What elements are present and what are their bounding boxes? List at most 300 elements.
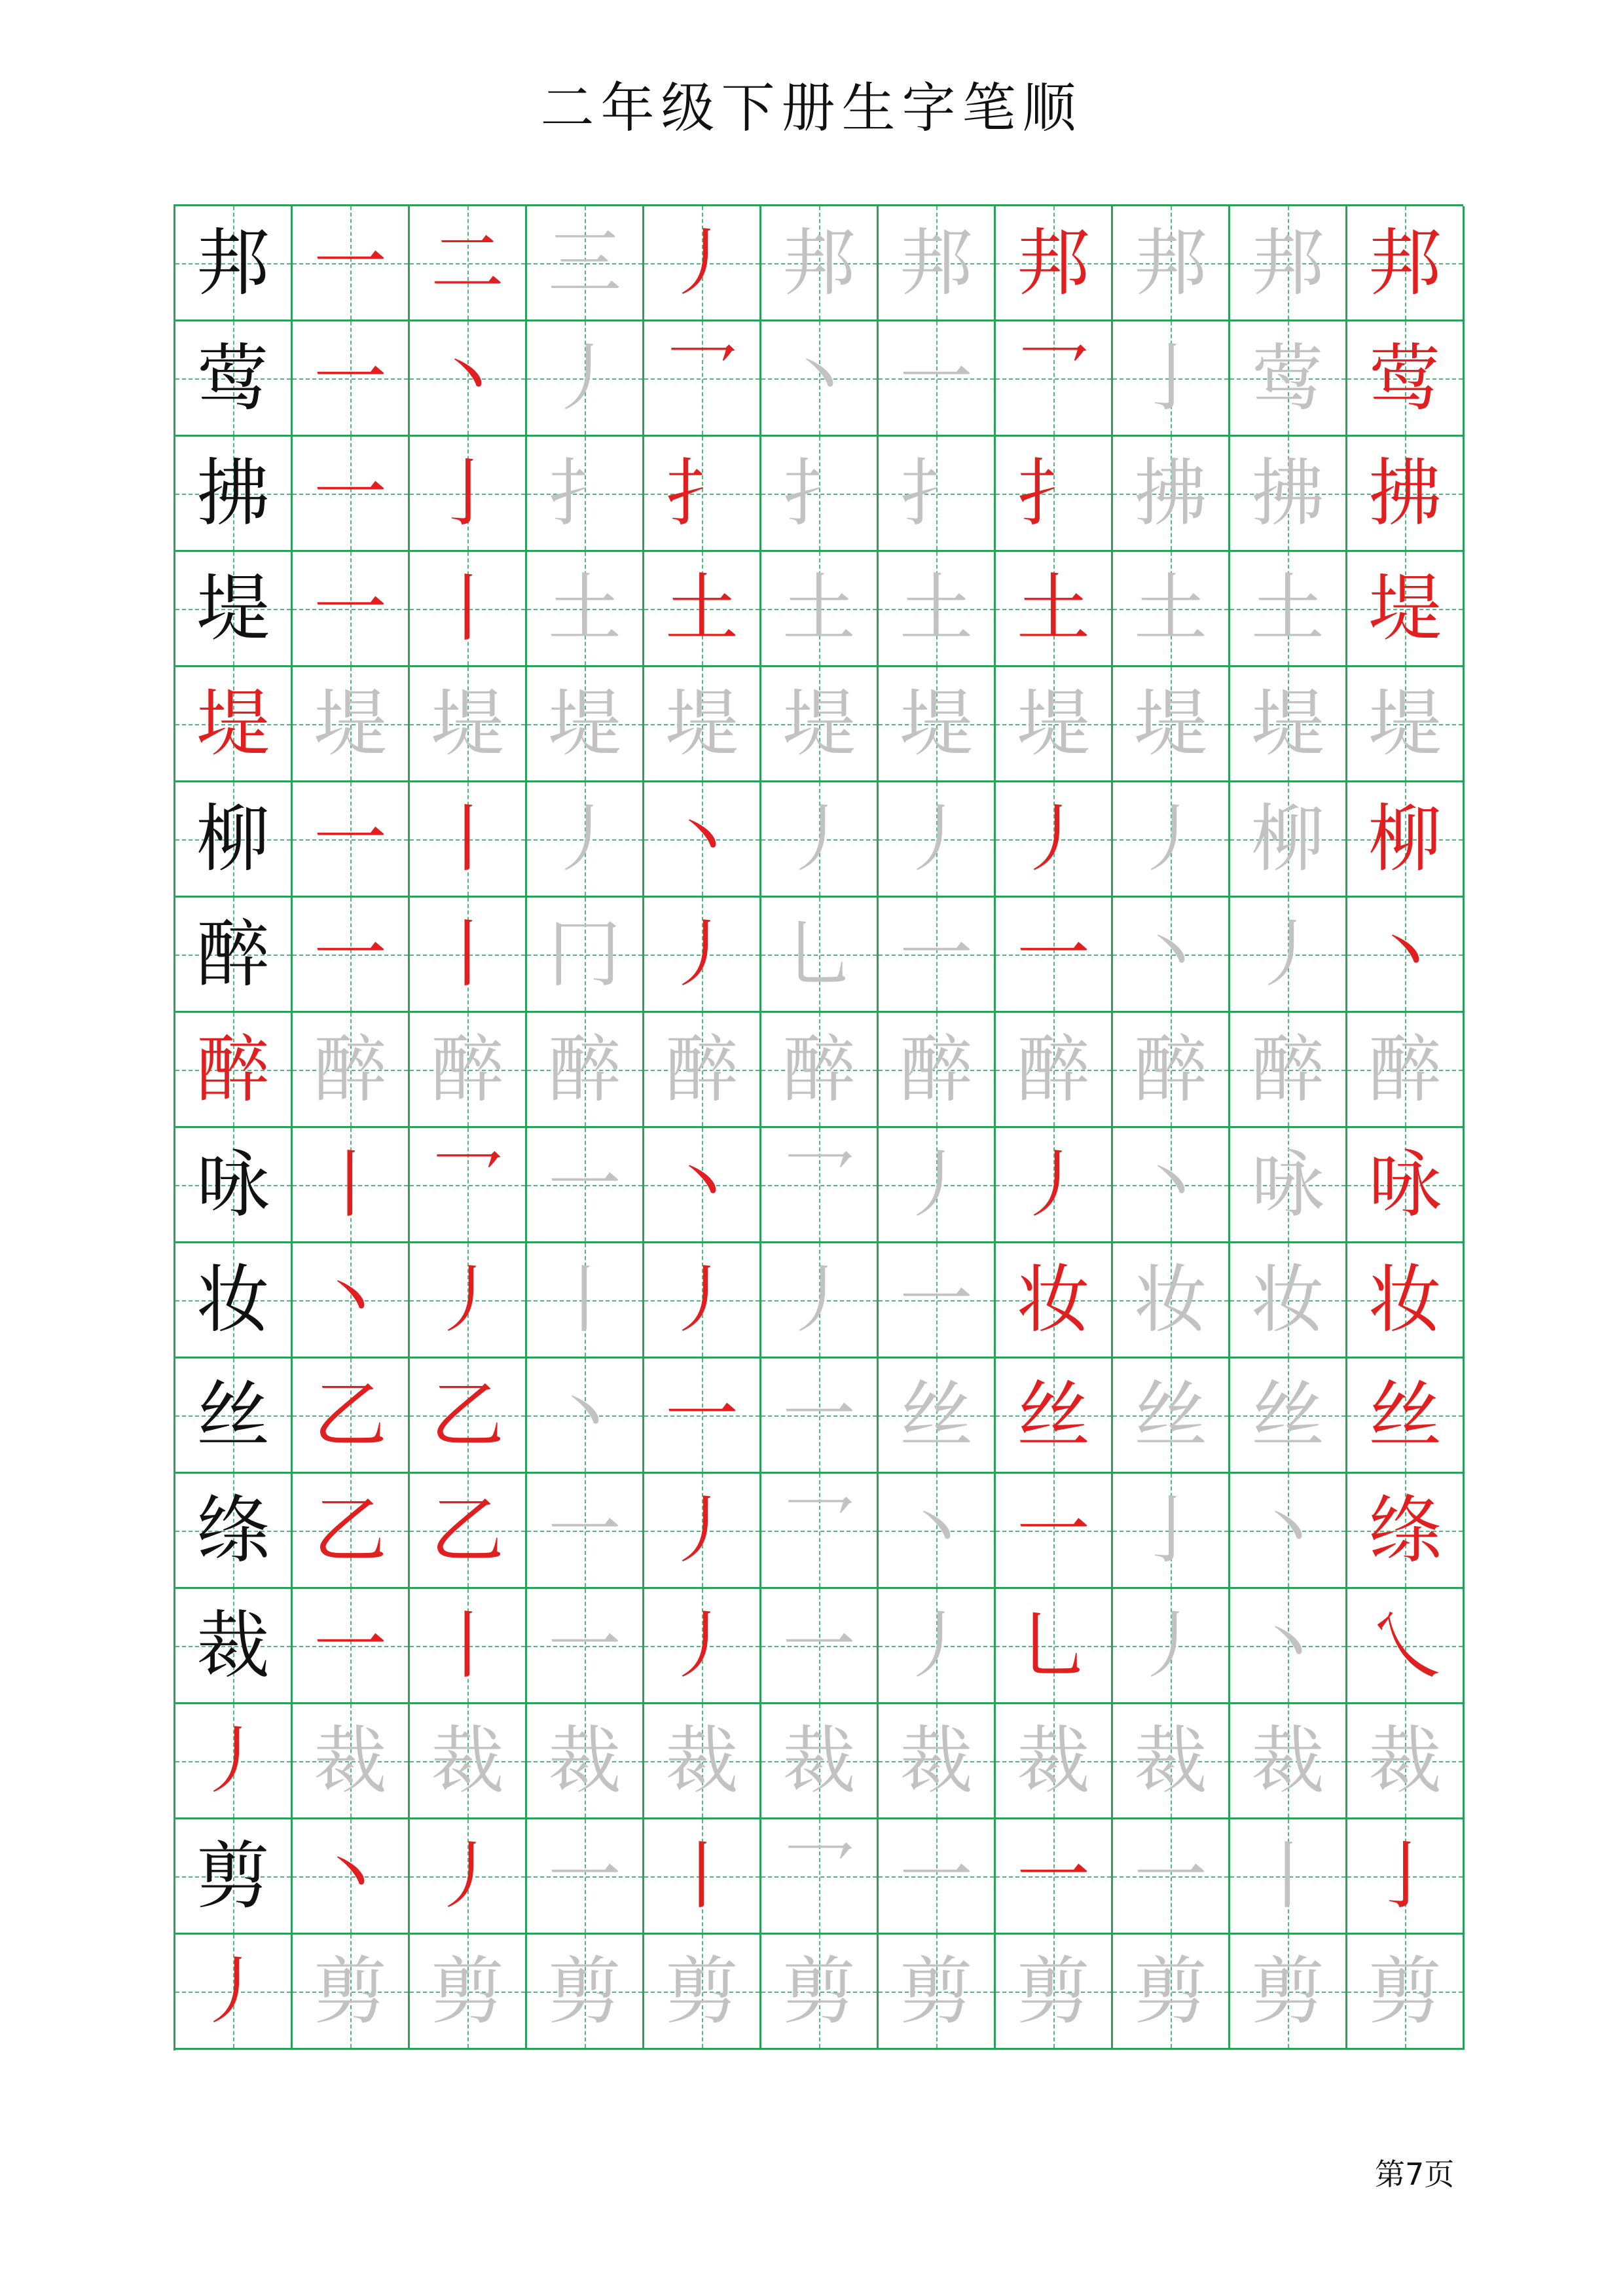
stroke-step: 土 xyxy=(548,566,621,651)
model-character: 咏 xyxy=(196,1142,270,1228)
stroke-step: 亅 xyxy=(1134,335,1207,421)
grid-cell xyxy=(1230,437,1347,552)
grid-cell xyxy=(761,1474,879,1589)
stroke-step: 丶 xyxy=(1134,1142,1207,1228)
stroke-step: 绦 xyxy=(1368,1487,1442,1573)
stroke-step: 邦 xyxy=(900,220,973,306)
stroke-step: 亅 xyxy=(1368,1833,1442,1919)
grid-cell xyxy=(644,1935,761,2050)
stroke-step: 剪 xyxy=(1134,1948,1207,2034)
grid-cell xyxy=(1113,667,1230,782)
stroke-step: 丿 xyxy=(196,1718,270,1804)
grid-cell xyxy=(644,1589,761,1704)
grid-cell xyxy=(879,898,996,1013)
grid-cell xyxy=(175,552,293,667)
grid-cell xyxy=(1113,206,1230,321)
stroke-step: 丿 xyxy=(665,911,739,997)
stroke-step: 扌 xyxy=(665,450,739,536)
grid-cell xyxy=(527,782,644,898)
stroke-step: 醉 xyxy=(431,1027,504,1112)
stroke-step: 一 xyxy=(314,1603,387,1688)
stroke-step: 拂 xyxy=(1251,450,1324,536)
grid-cell xyxy=(644,437,761,552)
grid-cell xyxy=(1347,1589,1465,1704)
grid-cell xyxy=(410,437,527,552)
grid-cell xyxy=(761,1013,879,1128)
stroke-step: 裁 xyxy=(665,1718,739,1804)
grid-cell xyxy=(996,206,1113,321)
stroke-step: 扌 xyxy=(782,450,856,536)
stroke-step: 堤 xyxy=(782,681,856,767)
stroke-step: 一 xyxy=(1017,911,1090,997)
model-character: 醉 xyxy=(196,911,270,997)
stroke-step: 丿 xyxy=(782,1257,856,1343)
grid-cell xyxy=(527,667,644,782)
stroke-step: 妆 xyxy=(1017,1257,1090,1343)
grid-cell xyxy=(527,1935,644,2050)
grid-cell xyxy=(1113,321,1230,437)
grid-cell xyxy=(996,667,1113,782)
stroke-step: 裁 xyxy=(782,1718,856,1804)
grid-cell xyxy=(996,1589,1113,1704)
grid-cell xyxy=(1230,321,1347,437)
grid-cell xyxy=(761,1589,879,1704)
grid-cell xyxy=(410,898,527,1013)
model-character: 邦 xyxy=(196,220,270,306)
grid-cell xyxy=(879,1935,996,2050)
stroke-step: 乛 xyxy=(782,1487,856,1573)
grid-cell xyxy=(410,206,527,321)
grid-cell xyxy=(996,1819,1113,1935)
stroke-step: 一 xyxy=(314,220,387,306)
grid-cell xyxy=(644,1358,761,1474)
stroke-step: 一 xyxy=(1017,1487,1090,1573)
stroke-step: 丶 xyxy=(1251,1487,1324,1573)
stroke-step: 堤 xyxy=(1134,681,1207,767)
stroke-step: 一 xyxy=(1017,1833,1090,1919)
stroke-step: 邦 xyxy=(1017,220,1090,306)
stroke-step: 乛 xyxy=(431,1142,504,1228)
grid-cell xyxy=(761,782,879,898)
stroke-step: 拂 xyxy=(1368,450,1442,536)
grid-cell xyxy=(527,437,644,552)
stroke-step: 妆 xyxy=(1368,1257,1442,1343)
stroke-step: 亅 xyxy=(431,450,504,536)
grid-cell xyxy=(293,206,410,321)
stroke-step: 丿 xyxy=(665,1487,739,1573)
grid-cell xyxy=(1113,782,1230,898)
grid-cell xyxy=(175,1589,293,1704)
grid-cell xyxy=(293,1935,410,2050)
grid-cell xyxy=(879,1358,996,1474)
stroke-step: 乚 xyxy=(1017,1603,1090,1688)
grid-cell xyxy=(1347,1704,1465,1819)
stroke-step: 剪 xyxy=(900,1948,973,2034)
grid-cell xyxy=(996,898,1113,1013)
grid-cell xyxy=(293,1243,410,1358)
grid-cell xyxy=(644,782,761,898)
stroke-step: 拂 xyxy=(1134,450,1207,536)
grid-cell xyxy=(1347,1935,1465,2050)
stroke-step: 丶 xyxy=(431,335,504,421)
grid-cell xyxy=(527,1243,644,1358)
grid-cell xyxy=(761,1935,879,2050)
stroke-step: 乛 xyxy=(782,1833,856,1919)
grid-cell xyxy=(644,1819,761,1935)
grid-cell xyxy=(527,552,644,667)
stroke-step: 丿 xyxy=(431,1257,504,1343)
stroke-step: 丶 xyxy=(1134,911,1207,997)
model-character: 妆 xyxy=(196,1257,270,1343)
stroke-step: 丿 xyxy=(548,796,621,882)
grid-cell xyxy=(761,1243,879,1358)
stroke-step: 邦 xyxy=(782,220,856,306)
grid-cell xyxy=(1230,1013,1347,1128)
grid-cell xyxy=(1113,1819,1230,1935)
stroke-step: 丶 xyxy=(782,335,856,421)
grid-cell xyxy=(175,898,293,1013)
grid-cell xyxy=(1347,1243,1465,1358)
stroke-step: 堤 xyxy=(665,681,739,767)
grid-cell xyxy=(1230,1819,1347,1935)
grid-cell xyxy=(410,667,527,782)
grid-cell xyxy=(879,667,996,782)
stroke-step: 莺 xyxy=(1368,335,1442,421)
grid-cell xyxy=(996,1704,1113,1819)
stroke-step: 丝 xyxy=(1134,1372,1207,1458)
grid-cell xyxy=(293,1128,410,1243)
stroke-step: 醉 xyxy=(1368,1027,1442,1112)
stroke-step: 一 xyxy=(665,1372,739,1458)
grid-cell xyxy=(644,321,761,437)
grid-cell xyxy=(410,1013,527,1128)
stroke-step: 丿 xyxy=(1134,796,1207,882)
stroke-step: 丨 xyxy=(665,1833,739,1919)
grid-cell xyxy=(1230,782,1347,898)
grid-cell xyxy=(879,437,996,552)
stroke-step: 剪 xyxy=(314,1948,387,2034)
stroke-step: 土 xyxy=(900,566,973,651)
stroke-step: 剪 xyxy=(548,1948,621,2034)
stroke-step: 堤 xyxy=(431,681,504,767)
grid-cell xyxy=(1347,782,1465,898)
grid-cell xyxy=(175,1474,293,1589)
stroke-step: 堤 xyxy=(314,681,387,767)
model-character: 剪 xyxy=(196,1833,270,1919)
stroke-step: 丝 xyxy=(900,1372,973,1458)
model-character: 拂 xyxy=(196,450,270,536)
grid-cell xyxy=(175,1704,293,1819)
grid-cell xyxy=(996,1128,1113,1243)
stroke-step: 丿 xyxy=(1134,1603,1207,1688)
grid-cell xyxy=(879,1128,996,1243)
stroke-step: 丿 xyxy=(431,1833,504,1919)
grid-cell xyxy=(527,1819,644,1935)
grid-cell xyxy=(879,1243,996,1358)
grid-cell xyxy=(644,1704,761,1819)
stroke-step: 扌 xyxy=(1017,450,1090,536)
stroke-step: 土 xyxy=(1017,566,1090,651)
grid-cell xyxy=(996,552,1113,667)
grid-cell xyxy=(1230,1358,1347,1474)
stroke-step: 一 xyxy=(314,335,387,421)
stroke-step: 醉 xyxy=(782,1027,856,1112)
grid-cell xyxy=(879,1704,996,1819)
grid-cell xyxy=(644,1474,761,1589)
grid-cell xyxy=(410,1128,527,1243)
grid-cell xyxy=(644,1013,761,1128)
grid-cell xyxy=(1347,1358,1465,1474)
stroke-step: 一 xyxy=(782,1603,856,1688)
grid-cell xyxy=(1113,1935,1230,2050)
grid-cell xyxy=(527,898,644,1013)
stroke-step: 土 xyxy=(665,566,739,651)
grid-cell xyxy=(996,321,1113,437)
stroke-step: 丿 xyxy=(665,220,739,306)
stroke-step: 裁 xyxy=(314,1718,387,1804)
stroke-step: 土 xyxy=(1134,566,1207,651)
stroke-step: 醉 xyxy=(1134,1027,1207,1112)
stroke-step: 裁 xyxy=(1017,1718,1090,1804)
grid-cell xyxy=(527,1589,644,1704)
grid-cell xyxy=(1230,1704,1347,1819)
stroke-step: 丿 xyxy=(196,1948,270,2034)
stroke-step: 一 xyxy=(548,1142,621,1228)
stroke-step: 一 xyxy=(1134,1833,1207,1919)
stroke-step: 剪 xyxy=(1251,1948,1324,2034)
grid-cell xyxy=(1347,321,1465,437)
stroke-step: 裁 xyxy=(548,1718,621,1804)
grid-cell xyxy=(879,1013,996,1128)
grid-cell xyxy=(644,1128,761,1243)
stroke-step: 乛 xyxy=(665,335,739,421)
grid-cell xyxy=(1347,667,1465,782)
stroke-step: 裁 xyxy=(1134,1718,1207,1804)
stroke-step: 一 xyxy=(900,1257,973,1343)
model-character: 柳 xyxy=(196,796,270,882)
grid-cell xyxy=(1347,1128,1465,1243)
stroke-step: 堤 xyxy=(1017,681,1090,767)
stroke-step: 乙 xyxy=(431,1372,504,1458)
stroke-step: 乚 xyxy=(782,911,856,997)
grid-cell xyxy=(175,321,293,437)
grid-cell xyxy=(175,1128,293,1243)
stroke-step: 咏 xyxy=(1368,1142,1442,1228)
stroke-step: 醉 xyxy=(1017,1027,1090,1112)
grid-cell xyxy=(293,321,410,437)
stroke-step: 剪 xyxy=(1368,1948,1442,2034)
stroke-step: 丨 xyxy=(431,911,504,997)
grid-cell xyxy=(879,1474,996,1589)
stroke-step: 乛 xyxy=(782,1142,856,1228)
grid-cell xyxy=(644,667,761,782)
grid-cell xyxy=(293,667,410,782)
stroke-step: 丝 xyxy=(1368,1372,1442,1458)
stroke-step: 一 xyxy=(314,796,387,882)
model-character: 绦 xyxy=(196,1487,270,1573)
stroke-step: 乀 xyxy=(1368,1603,1442,1688)
grid-cell xyxy=(1230,1128,1347,1243)
grid-cell xyxy=(996,1243,1113,1358)
stroke-order-grid xyxy=(173,204,1463,2050)
stroke-step: 一 xyxy=(900,911,973,997)
stroke-step: 堤 xyxy=(1251,681,1324,767)
stroke-step: 醉 xyxy=(665,1027,739,1112)
stroke-step: 邦 xyxy=(1134,220,1207,306)
stroke-step: 一 xyxy=(314,566,387,651)
grid-cell xyxy=(761,1819,879,1935)
stroke-step: 堤 xyxy=(196,681,270,767)
grid-cell xyxy=(527,1128,644,1243)
grid-cell xyxy=(410,552,527,667)
grid-cell xyxy=(1347,898,1465,1013)
grid-cell xyxy=(175,1013,293,1128)
stroke-step: 乙 xyxy=(431,1487,504,1573)
grid-cell xyxy=(293,1704,410,1819)
stroke-step: 丨 xyxy=(548,1257,621,1343)
stroke-step: 堤 xyxy=(1368,681,1442,767)
grid-cell xyxy=(761,1128,879,1243)
stroke-step: 剪 xyxy=(782,1948,856,2034)
grid-cell xyxy=(761,206,879,321)
grid-cell xyxy=(1347,206,1465,321)
grid-cell xyxy=(1347,1013,1465,1128)
stroke-step: 邦 xyxy=(1251,220,1324,306)
stroke-step: 一 xyxy=(314,911,387,997)
page-number: 第7页 xyxy=(1375,2157,1455,2192)
stroke-step: 莺 xyxy=(1251,335,1324,421)
grid-cell xyxy=(175,1935,293,2050)
grid-cell xyxy=(410,1819,527,1935)
stroke-step: 醉 xyxy=(900,1027,973,1112)
stroke-step: 丿 xyxy=(1017,796,1090,882)
stroke-step: 醉 xyxy=(548,1027,621,1112)
stroke-step: 剪 xyxy=(431,1948,504,2034)
stroke-step: 柳 xyxy=(1251,796,1324,882)
stroke-step: 二 xyxy=(431,220,504,306)
stroke-step: 丨 xyxy=(314,1142,387,1228)
grid-cell xyxy=(293,1819,410,1935)
grid-cell xyxy=(527,1704,644,1819)
grid-cell xyxy=(410,1474,527,1589)
stroke-step: 丿 xyxy=(782,796,856,882)
stroke-step: 乙 xyxy=(314,1372,387,1458)
grid-cell xyxy=(410,321,527,437)
grid-cell xyxy=(1230,898,1347,1013)
grid-cell xyxy=(527,321,644,437)
stroke-step: 丝 xyxy=(1017,1372,1090,1458)
stroke-step: 丿 xyxy=(665,1603,739,1688)
grid-cell xyxy=(410,1589,527,1704)
stroke-step: 丿 xyxy=(665,1257,739,1343)
grid-cell xyxy=(996,1358,1113,1474)
grid-cell xyxy=(996,782,1113,898)
model-character: 丝 xyxy=(196,1372,270,1458)
grid-cell xyxy=(644,552,761,667)
grid-cell xyxy=(293,437,410,552)
grid-cell xyxy=(996,1474,1113,1589)
grid-cell xyxy=(879,1819,996,1935)
stroke-step: 丶 xyxy=(1251,1603,1324,1688)
grid-cell xyxy=(761,321,879,437)
grid-cell xyxy=(293,1358,410,1474)
stroke-step: 堤 xyxy=(900,681,973,767)
stroke-step: 剪 xyxy=(1017,1948,1090,2034)
grid-cell xyxy=(1113,1704,1230,1819)
stroke-step: 丶 xyxy=(665,796,739,882)
stroke-step: 一 xyxy=(900,335,973,421)
grid-cell xyxy=(1113,1013,1230,1128)
grid-cell xyxy=(293,1013,410,1128)
grid-cell xyxy=(996,1013,1113,1128)
stroke-step: 丨 xyxy=(431,1603,504,1688)
stroke-step: 一 xyxy=(314,450,387,536)
stroke-step: 丶 xyxy=(548,1372,621,1458)
grid-cell xyxy=(1230,1935,1347,2050)
stroke-step: 丶 xyxy=(900,1487,973,1573)
stroke-step: 丶 xyxy=(1368,911,1442,997)
stroke-step: 妆 xyxy=(1251,1257,1324,1343)
stroke-step: 丿 xyxy=(1251,911,1324,997)
model-character: 莺 xyxy=(196,335,270,421)
stroke-step: 乛 xyxy=(1017,335,1090,421)
stroke-step: 一 xyxy=(548,1487,621,1573)
grid-cell xyxy=(175,437,293,552)
grid-cell xyxy=(527,1358,644,1474)
stroke-step: 一 xyxy=(900,1833,973,1919)
grid-cell xyxy=(175,782,293,898)
grid-cell xyxy=(1230,206,1347,321)
grid-cell xyxy=(761,1704,879,1819)
grid-cell xyxy=(175,667,293,782)
stroke-step: 一 xyxy=(548,1603,621,1688)
stroke-step: 丶 xyxy=(314,1257,387,1343)
grid-cell xyxy=(761,1358,879,1474)
grid-cell xyxy=(175,206,293,321)
grid-cell xyxy=(293,552,410,667)
page-title: 二年级下册生字笔顺 xyxy=(540,77,1083,139)
grid-cell xyxy=(1113,1358,1230,1474)
grid-cell xyxy=(175,1819,293,1935)
grid-cell xyxy=(644,206,761,321)
grid-cell xyxy=(879,552,996,667)
stroke-step: 丿 xyxy=(900,1142,973,1228)
stroke-step: 醉 xyxy=(314,1027,387,1112)
grid-cell xyxy=(1347,1819,1465,1935)
stroke-step: 乙 xyxy=(314,1487,387,1573)
grid-cell xyxy=(527,1474,644,1589)
grid-cell xyxy=(879,321,996,437)
stroke-step: 土 xyxy=(782,566,856,651)
model-character: 堤 xyxy=(196,566,270,651)
stroke-step: 冂 xyxy=(548,911,621,997)
stroke-step: 裁 xyxy=(900,1718,973,1804)
grid-cell xyxy=(1113,898,1230,1013)
grid-cell xyxy=(644,898,761,1013)
stroke-step: 亅 xyxy=(1134,1487,1207,1573)
stroke-step: 丿 xyxy=(900,1603,973,1688)
stroke-step: 土 xyxy=(1251,566,1324,651)
grid-cell xyxy=(410,1358,527,1474)
grid-cell xyxy=(1347,437,1465,552)
stroke-step: 堤 xyxy=(548,681,621,767)
stroke-step: 丝 xyxy=(1251,1372,1324,1458)
grid-cell xyxy=(1113,1128,1230,1243)
grid-cell xyxy=(1230,1243,1347,1358)
grid-cell xyxy=(175,1358,293,1474)
grid-cell xyxy=(1230,552,1347,667)
grid-cell xyxy=(644,1243,761,1358)
